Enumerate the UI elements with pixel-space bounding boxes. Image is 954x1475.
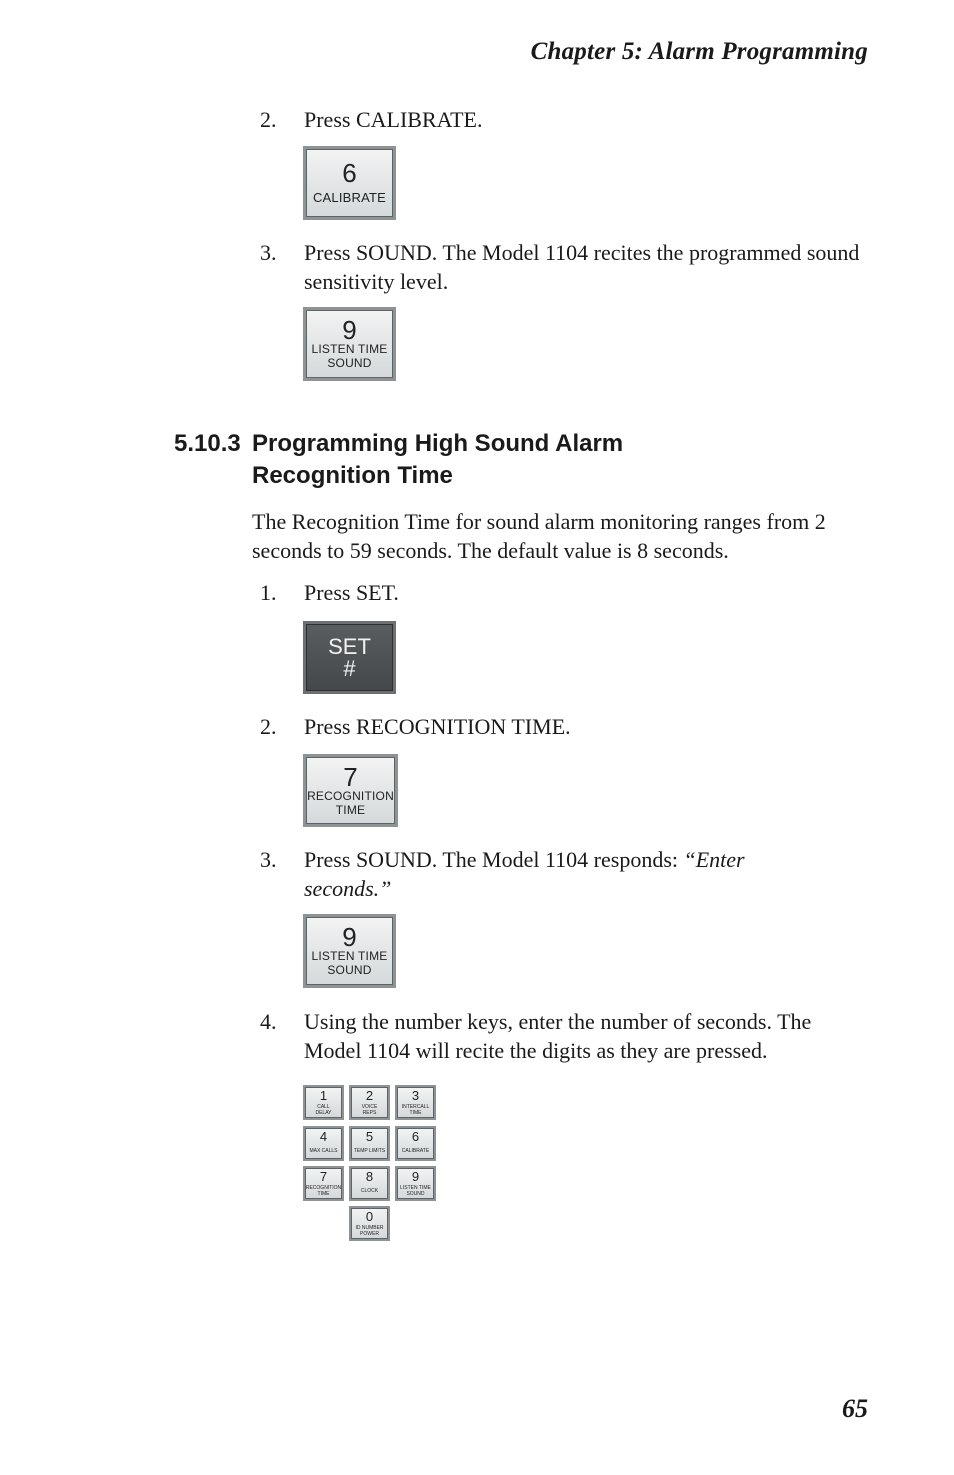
key-digit: 9 (342, 315, 357, 345)
page-number: 65 (842, 1394, 868, 1423)
key-label: MAX CALLS (309, 1148, 338, 1154)
key-label: POWER (360, 1231, 379, 1237)
step-text: Press SOUND. The Model 1104 recites the programmed sound sensitivity level. (304, 240, 860, 294)
key-label: CALIBRATE (401, 1148, 430, 1154)
chapter-header: Chapter 5: Alarm Programming (530, 38, 868, 65)
key-label: ID NUMBER (355, 1225, 384, 1231)
step-number: 3. (260, 240, 277, 265)
key-label: RECOGNITION (305, 1185, 342, 1191)
key-label: VOICE (361, 1104, 378, 1110)
key-label: SOUND (327, 356, 372, 370)
key-label: SOUND (327, 963, 372, 977)
key-label: SOUND (406, 1191, 425, 1197)
key-label: CALL (317, 1104, 330, 1110)
keypad-key-5 (349, 1126, 390, 1161)
key-digit: 5 (365, 1129, 374, 1144)
keypad-key-9 (395, 1166, 436, 1201)
sound-key (303, 914, 396, 988)
keypad-key-1 (303, 1085, 344, 1120)
key-digit: 7 (343, 761, 358, 792)
key-label: LISTEN TIME (311, 949, 388, 963)
key-digit: 8 (365, 1169, 374, 1184)
key-label: DELAY (315, 1110, 332, 1116)
step-text: Using the number keys, enter the number of seconds. The Model 1104 will recite the digits as they are pressed. (304, 1009, 812, 1063)
step-text-main: Press SOUND. The Model 1104 responds: (304, 847, 684, 872)
set-key (303, 621, 396, 694)
key-digit: 1 (319, 1088, 328, 1103)
key-label: TIME (317, 1191, 330, 1197)
intro-paragraph: The Recognition Time for sound alarm monitoring ranges from 2 seconds to 59 seconds. The default value is 8 seconds. (252, 509, 826, 563)
keypad-key-8 (349, 1166, 390, 1201)
key-digit: 3 (411, 1088, 420, 1103)
recognition-time-key (303, 754, 398, 827)
key-label: LISTEN TIME (400, 1185, 431, 1191)
key-label: RECOGNITION (307, 788, 394, 803)
section-title: Programming High Sound Alarm Recognition Time (252, 430, 624, 489)
step-text (304, 845, 824, 903)
key-label: TIME (335, 802, 366, 817)
key-label: TIME (409, 1110, 422, 1116)
key-digit: 9 (342, 922, 357, 952)
key-digit: 6 (342, 158, 357, 188)
key-label: INTERCALL (401, 1104, 430, 1110)
step-number: 2. (260, 107, 277, 132)
hash-symbol: # (343, 655, 356, 681)
key-label: SET (328, 633, 371, 659)
key-digit: 6 (411, 1129, 420, 1144)
step-number: 2. (260, 714, 277, 739)
step-number: 1. (260, 580, 277, 605)
key-digit: 0 (365, 1209, 374, 1224)
calibrate-key (303, 146, 396, 220)
keypad-key-7 (303, 1166, 344, 1201)
step-number: 3. (260, 847, 277, 872)
keypad-key-4 (303, 1126, 344, 1161)
key-digit: 7 (319, 1169, 328, 1184)
response-quote: “Enter seconds.” (304, 847, 745, 901)
section-number: 5.10.3 (174, 430, 241, 457)
keypad-key-3 (395, 1085, 436, 1120)
step-text: Press RECOGNITION TIME. (304, 714, 571, 739)
keypad-key-6 (395, 1126, 436, 1161)
sound-key (303, 307, 396, 381)
key-label: LISTEN TIME (311, 342, 388, 356)
key-label: CLOCK (360, 1188, 379, 1194)
keypad-key-2 (349, 1085, 390, 1120)
step-number: 4. (260, 1009, 277, 1034)
key-digit: 9 (411, 1169, 420, 1184)
step-text: Press CALIBRATE. (304, 107, 483, 132)
key-label: REPS (362, 1110, 377, 1116)
key-digit: 4 (319, 1129, 328, 1144)
keypad-key-0 (349, 1206, 390, 1241)
key-label: CALIBRATE (312, 190, 387, 205)
step-text: Press SET. (304, 580, 399, 605)
key-label: TEMP LIMITS (353, 1148, 386, 1154)
key-digit: 2 (365, 1088, 374, 1103)
